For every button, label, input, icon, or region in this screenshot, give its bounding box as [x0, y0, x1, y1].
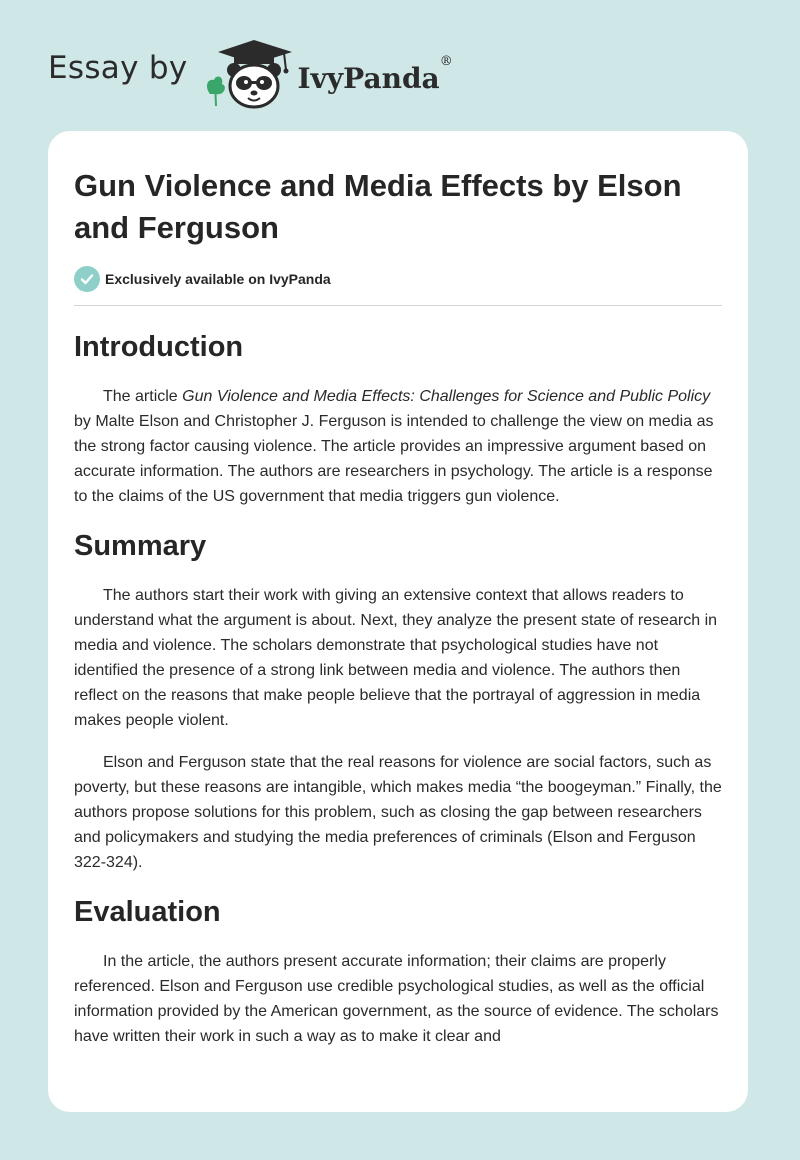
check-icon [74, 266, 100, 292]
evaluation-paragraph: In the article, the authors present accurate information; their claims are properly referenced. Elson and Ferguson use credible psychological studies, as well as the official information provided by the American government, as the source of evidence. The scholars have written their work in such a way as to make it clear and [74, 953, 719, 1045]
brand-name-text: IvyPanda [297, 61, 440, 95]
section-heading-evaluation: Evaluation [74, 896, 221, 928]
section-heading-summary: Summary [74, 530, 207, 562]
registered-mark: ® [439, 54, 453, 70]
panda-logo-icon [202, 36, 294, 112]
exclusive-badge [74, 266, 722, 292]
essay-card [48, 131, 748, 1112]
article-title-italic: Gun Violence and Media Effects: Challenges for Science and Public Policy [182, 388, 711, 405]
intro-lead: The article [103, 388, 183, 405]
brand-header[interactable] [48, 34, 453, 114]
summary-paragraph-1: The authors start their work with giving an extensive context that allows readers to understand what the argument is about. Next, they analyze the present state of research in media and violence. The scholars demonstrate that psychological studies have not identified the presence of a strong link between media and violence. The authors then reflect on the reasons that make people believe that the portrayal of aggression in media makes people violent. [74, 587, 718, 729]
brand-name [297, 54, 453, 95]
intro-rest: by Malte Elson and Christopher J. Ferguson is intended to challenge the view on media as the strong factor causing violence. The article provides an impressive argument based on accurate information. The authors are researchers in psychology. The article is a response to the claims of the US government that media triggers gun violence. [74, 413, 714, 505]
brand-prefix: Essay by [48, 50, 188, 86]
introduction-paragraph [74, 384, 724, 509]
exclusive-label: Exclusively available on IvyPanda [105, 271, 331, 287]
divider [74, 305, 722, 306]
summary-paragraph-2: Elson and Ferguson state that the real reasons for violence are social factors, such as poverty, but these reasons are intangible, which makes media “the boogeyman.” Finally, the authors propose solutions for this problem, such as closing the gap between researchers and policymakers and studying the media preferences of criminals (Elson and Ferguson 322-324). [74, 754, 722, 871]
section-heading-introduction: Introduction [74, 331, 244, 363]
essay-title: Gun Violence and Media Effects by Elson and Ferguson [74, 168, 682, 245]
